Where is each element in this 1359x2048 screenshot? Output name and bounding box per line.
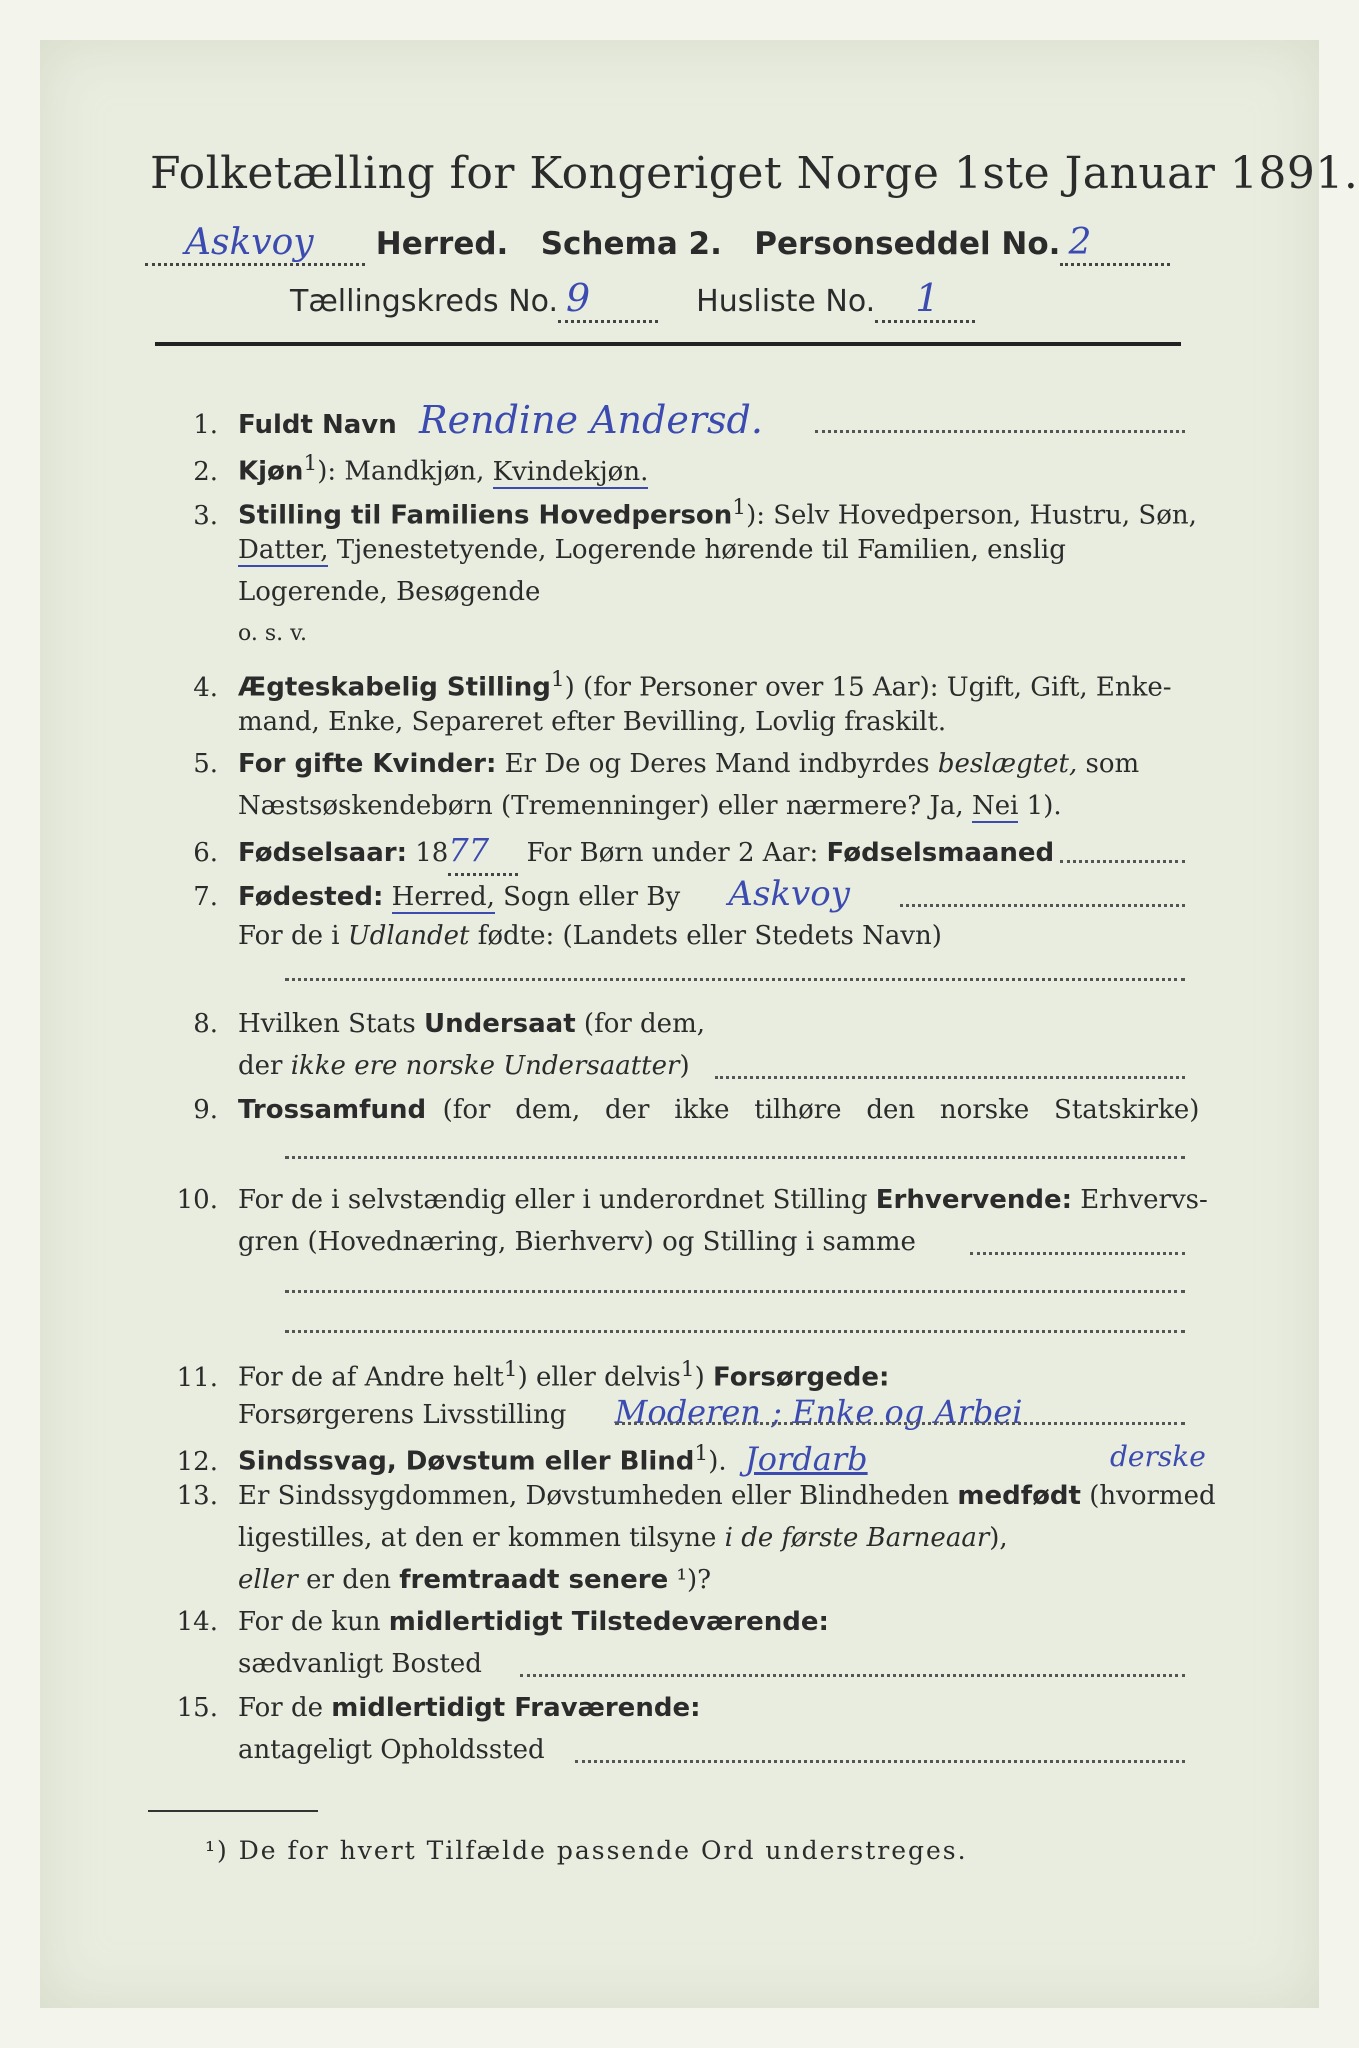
personseddel-field[interactable] (1060, 222, 1170, 266)
q13-text: Er Sindssygdommen, Døvstumheden eller Blindheden (238, 1481, 958, 1511)
q6-label: Fødselsaar: (238, 838, 407, 868)
q10-text: Erhvervs- (1072, 1185, 1208, 1215)
q8-text: Hvilken Stats (238, 1009, 424, 1039)
q12-label: Sindssvag, Døvstum eller Blind (238, 1446, 695, 1477)
header-line-kreds (290, 276, 1330, 323)
q7-option-herred[interactable]: Herred, (391, 882, 495, 912)
question-number: 10. (176, 1185, 218, 1215)
q5-text: 1). (1018, 791, 1062, 821)
q6-prefix: 18 (407, 838, 449, 868)
form-title: Folketælling for Kongeriget Norge 1ste Januar 1891. (150, 148, 1359, 199)
q8-text: ) (679, 1051, 690, 1081)
q13-text: er den (297, 1565, 400, 1595)
q11-text: ) eller delvis (517, 1362, 681, 1393)
question-number: 6. (193, 838, 218, 868)
q5-text: Er De og Deres Mand indbyrdes (496, 749, 938, 779)
question-9 (138, 1090, 1198, 1130)
footnote-marker: 1 (503, 1357, 518, 1382)
question-5-line2 (238, 786, 1298, 826)
question-number: 7. (193, 882, 218, 912)
q11-answer-cont: derske (1110, 1440, 1206, 1473)
q1-fill-line[interactable] (815, 430, 1185, 433)
question-8-line2 (238, 1046, 1298, 1086)
question-number: 2. (193, 456, 218, 487)
q14-text: For de kun (238, 1607, 389, 1637)
footnote-marker: 1 (694, 1441, 709, 1466)
q9-fill-line[interactable] (285, 1156, 1185, 1159)
q13-label2: fremtraadt senere (399, 1565, 669, 1595)
herred-value: Askvoy (185, 222, 314, 263)
q6-field[interactable] (448, 830, 518, 876)
question-7 (138, 874, 1198, 917)
question-number: 11. (176, 1362, 218, 1393)
q3-text: ): Selv Hovedperson, Hustru, Søn, (746, 500, 1197, 531)
question-1 (138, 400, 1198, 445)
kreds-label: Tællingskreds No. (290, 284, 558, 319)
header-rule (155, 342, 1181, 346)
q9-text: (for dem, der ikke tilhøre den norske Statskirke) (426, 1095, 1200, 1125)
q10-fill-line-3[interactable] (285, 1330, 1185, 1333)
q6-answer: 77 (448, 831, 490, 869)
question-number: 12. (176, 1446, 218, 1477)
q6-text: For Børn under 2 Aar: (518, 838, 827, 868)
q7-text: fødte: (Landets eller Stedets Navn) (469, 921, 942, 951)
question-number: 9. (193, 1095, 218, 1125)
q4-text: ) (for Personer over 15 Aar): Ugift, Gift, Enke- (564, 672, 1172, 703)
question-12 (138, 1434, 1198, 1482)
q11-answer: Moderen ; Enke og Arbei (614, 1393, 1023, 1431)
question-4-line2: mand, Enke, Separeret efter Bevilling, Lovlig fraskilt. (238, 707, 947, 737)
footnote-marker: 1 (680, 1357, 695, 1382)
q13-text: (hvormed (1080, 1481, 1216, 1511)
q13-text: ligestilles, at den er kommen tilsyne (238, 1523, 725, 1553)
question-number: 13. (176, 1481, 218, 1511)
q2-text: ): Mandkjøn, (317, 456, 493, 487)
q13-text-italic: i de første Barneaar (724, 1523, 990, 1553)
q4-label: Ægteskabelig Stilling (238, 672, 551, 703)
q8-text-italic: ikke ere norske Undersaatter (290, 1051, 680, 1081)
question-number: 14. (176, 1607, 218, 1637)
kreds-field[interactable] (558, 276, 658, 323)
question-number: 5. (193, 749, 218, 779)
q3-option-datter[interactable]: Datter, (238, 535, 329, 565)
q15-text: For de (238, 1693, 332, 1723)
question-11 (138, 1350, 1198, 1398)
q10-label: Erhvervende: (875, 1185, 1073, 1215)
q5-option-nei[interactable]: Nei (971, 791, 1019, 821)
question-5 (138, 744, 1198, 784)
q7-answer: Askvoy (728, 874, 850, 914)
q11-text: For de af Andre helt (238, 1362, 504, 1393)
question-number: 15. (176, 1693, 218, 1723)
q7-text: Sogn eller By (494, 882, 681, 912)
footnote-marker: 1 (732, 495, 747, 520)
q12-text: ). (708, 1446, 727, 1477)
q1-label: Fuldt Navn (238, 410, 397, 440)
header-line-herred (145, 222, 1185, 266)
question-2 (138, 444, 1198, 492)
q5-text: Næstsøskendebørn (Tremenninger) eller nærmere? Ja, (238, 791, 972, 821)
question-14-line2: sædvanligt Bosted (238, 1649, 482, 1679)
q11-text: Forsørgerens Livsstilling (238, 1400, 567, 1430)
q7-text-italic: Udlandet (347, 921, 470, 951)
q11-fill-line[interactable] (615, 1422, 1185, 1425)
q5-text: som (1077, 749, 1140, 779)
question-4 (138, 660, 1198, 708)
schema-label: Schema 2. (540, 226, 722, 262)
q13-text: ¹)? (668, 1565, 712, 1595)
question-11-line2 (238, 1392, 1298, 1435)
husliste-field[interactable] (875, 276, 975, 323)
q8-text: der (238, 1051, 291, 1081)
q2-label: Kjøn (238, 456, 304, 487)
question-number: 4. (193, 672, 218, 703)
question-13 (138, 1476, 1216, 1516)
q1-answer: Rendine Andersd. (419, 398, 763, 442)
question-15-line2: antageligt Opholdssted (238, 1735, 545, 1765)
q14-label: midlertidigt Tilstedeværende: (388, 1607, 829, 1637)
q11-label: Forsørgede: (712, 1362, 890, 1393)
q5-text-italic: beslægtet, (937, 749, 1078, 779)
personseddel-label: Personseddel No. (754, 226, 1061, 262)
q13-text-italic: eller (238, 1565, 298, 1595)
q7-fill-line[interactable] (900, 904, 1185, 907)
question-10 (138, 1180, 1208, 1220)
question-3-line3: Logerende, Besøgende (238, 577, 541, 607)
q13-text: ), (989, 1523, 1008, 1553)
question-14 (138, 1602, 1198, 1642)
q8-text: (for dem, (575, 1009, 705, 1039)
herred-field[interactable] (145, 222, 365, 266)
q10-fill-line-2[interactable] (285, 1290, 1185, 1293)
q2-option-kvindekjon[interactable]: Kvindekjøn. (492, 456, 649, 487)
personseddel-value: 2 (1068, 222, 1092, 263)
footnote: ¹) De for hvert Tilfælde passende Ord understreges. (205, 1836, 968, 1865)
q12-answer: Jordarb (744, 1439, 868, 1478)
q13-label: medfødt (957, 1481, 1081, 1511)
husliste-label: Husliste No. (696, 284, 876, 319)
question-13-line2 (238, 1518, 1298, 1558)
question-number: 8. (193, 1009, 218, 1039)
question-13-line3 (238, 1560, 1298, 1600)
q3-text: Tjenestetyende, Logerende hørende til Familien, enslig (328, 535, 1066, 565)
q10-text: For de i selvstændig eller i underordnet Stilling (238, 1185, 876, 1215)
q5-label: For gifte Kvinder: (238, 749, 497, 779)
question-3-line2 (238, 530, 1298, 570)
q15-label: midlertidigt Fraværende: (331, 1693, 701, 1723)
kreds-value: 9 (566, 276, 591, 320)
q3-label: Stilling til Familiens Hovedperson (238, 500, 733, 531)
question-3 (138, 488, 1198, 536)
footnote-marker: 1 (303, 451, 318, 476)
question-15 (138, 1688, 1198, 1728)
q10-fill-line[interactable] (970, 1252, 1185, 1255)
question-number: 1. (193, 410, 218, 440)
question-6 (138, 830, 1198, 876)
q7-text: For de i (238, 921, 348, 951)
herred-label: Herred. (375, 226, 509, 262)
q14-fill-line[interactable] (520, 1674, 1185, 1677)
q6-month-fill-line[interactable] (1060, 860, 1185, 863)
q8-label: Undersaat (423, 1009, 576, 1039)
q15-fill-line[interactable] (575, 1760, 1185, 1763)
q7-abroad-fill-line[interactable] (285, 978, 1185, 981)
question-7-line2 (238, 916, 1298, 956)
question-3-line4: o. s. v. (238, 621, 307, 646)
q8-fill-line[interactable] (715, 1076, 1185, 1079)
question-8 (138, 1004, 1198, 1044)
q6-label2: Fødselsmaaned (826, 838, 1055, 868)
footnote-marker: 1 (550, 667, 565, 692)
question-10-line2: gren (Hovednæring, Bierhverv) og Stilling i samme (238, 1227, 916, 1257)
q11-text: ) (694, 1362, 713, 1393)
q9-label: Trossamfund (238, 1095, 427, 1125)
husliste-value: 1 (915, 276, 940, 320)
question-number: 3. (193, 500, 218, 531)
q7-label: Fødested: (238, 882, 384, 912)
footnote-rule (148, 1810, 318, 1812)
